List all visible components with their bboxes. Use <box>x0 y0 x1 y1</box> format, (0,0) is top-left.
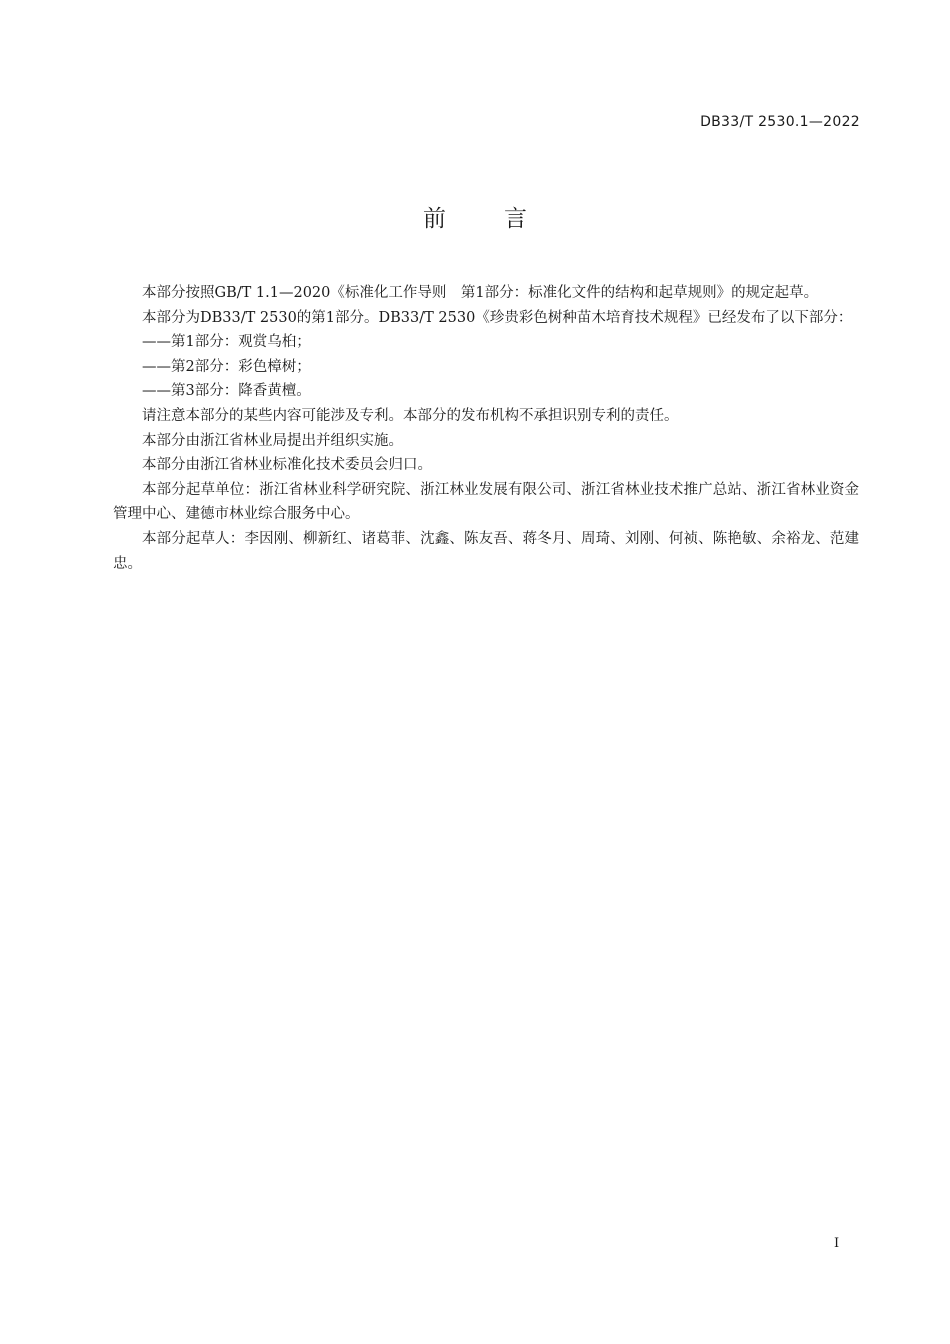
page-number: I <box>834 1236 840 1251</box>
paragraph-drafting-units: 本部分起草单位：浙江省林业科学研究院、浙江林业发展有限公司、浙江省林业技术推广总站、浙江省林业资金管理中心、建德市林业综合服务中心。 <box>113 481 859 523</box>
title-char-2: 言 <box>504 206 527 232</box>
paragraph-proposer: 本部分由浙江省林业局提出并组织实施。 <box>142 432 403 449</box>
paragraph-drafters: 本部分起草人：李因刚、柳新红、诸葛菲、沈鑫、陈友吾、蒋冬月、周琦、刘刚、何祯、陈艳敏、余裕龙、范建忠。 <box>113 530 859 572</box>
paragraph-drafting-rules: 本部分按照GB/T 1.1—2020《标准化工作导则 第1部分：标准化文件的结构和起草规则》的规定起草。 <box>142 285 819 301</box>
list-item-part-2: ——第2部分：彩色樟树； <box>142 358 311 375</box>
paragraph-committee: 本部分由浙江省林业标准化技术委员会归口。 <box>142 457 432 474</box>
paragraph-patent-notice: 请注意本部分的某些内容可能涉及专利。本部分的发布机构不承担识别专利的责任。 <box>142 407 679 424</box>
list-item-part-1: ——第1部分：观赏乌桕； <box>142 334 311 351</box>
foreword-body <box>113 281 859 576</box>
list-item-part-3: ——第3部分：降香黄檀。 <box>142 383 311 400</box>
paragraph-parts-intro: 本部分为DB33/T 2530的第1部分。DB33/T 2530《珍贵彩色树种苗木培育技术规程》已经发布了以下部分： <box>142 309 853 326</box>
title-char-1: 前 <box>423 206 446 232</box>
page-title <box>0 200 950 233</box>
document-id: DB33/T 2530.1—2022 <box>700 114 860 130</box>
